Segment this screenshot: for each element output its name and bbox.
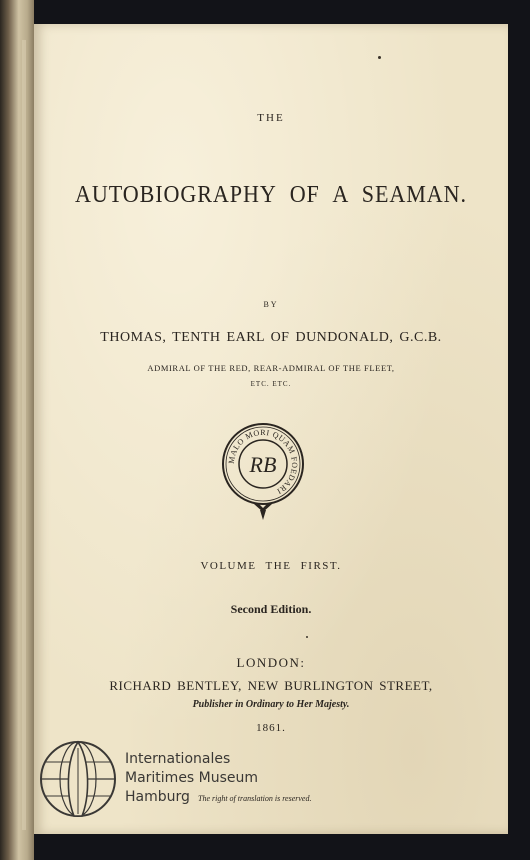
by-line: BY bbox=[263, 300, 279, 309]
publisher-note: Publisher in Ordinary to Her Majesty. bbox=[192, 699, 350, 710]
museum-line-3: Hamburg bbox=[125, 789, 190, 805]
book-title: AUTOBIOGRAPHY OF A SEAMAN. bbox=[75, 182, 467, 208]
pre-title: THE bbox=[257, 112, 285, 124]
publisher-name: RICHARD BENTLEY, NEW BURLINGTON STREET, bbox=[109, 678, 433, 693]
title-page bbox=[34, 24, 508, 834]
museum-watermark bbox=[125, 750, 258, 807]
publication-year: 1861. bbox=[256, 722, 286, 734]
author-rank-etc: ETC. ETC. bbox=[250, 380, 292, 388]
volume-label: VOLUME THE FIRST. bbox=[200, 560, 342, 572]
edition-label: Second Edition. bbox=[230, 602, 312, 616]
seal-motto: MALO MORI QUAM FOEDARI bbox=[226, 427, 300, 497]
author-rank: ADMIRAL OF THE RED, REAR-ADMIRAL OF THE FLEET, bbox=[147, 363, 395, 373]
seal-monogram: RB bbox=[249, 452, 277, 477]
museum-line-2: Maritimes Museum bbox=[125, 770, 259, 786]
author-name: THOMAS, TENTH EARL OF DUNDONALD, G.C.B. bbox=[100, 330, 442, 345]
publication-city: LONDON: bbox=[236, 655, 306, 670]
book-spine bbox=[0, 0, 34, 860]
museum-line-1: Internationales bbox=[125, 751, 231, 767]
ship-globe-icon bbox=[38, 738, 118, 820]
rights-notice: The right of translation is reserved. bbox=[198, 794, 312, 803]
spine-edge bbox=[22, 40, 26, 830]
paper-speck bbox=[306, 636, 308, 638]
paper-speck bbox=[378, 56, 381, 59]
publisher-seal-icon bbox=[220, 420, 306, 522]
